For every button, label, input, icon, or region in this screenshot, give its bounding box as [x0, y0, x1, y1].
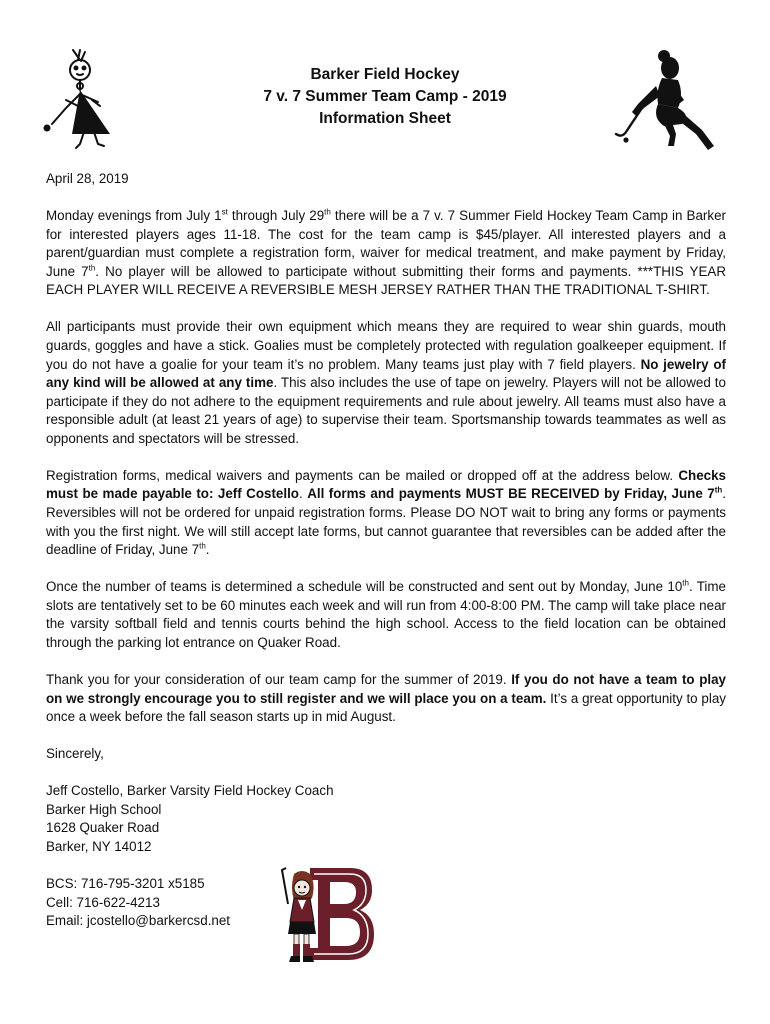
- paragraph-thanks: Thank you for your consideration of our team camp for the summer of 2019. If you do not have a team to play on we strongly encourage you to still register and we will place you on a team. It’s a great opportunity to play once a week before the fall season starts up in mid August.: [46, 672, 727, 725]
- closing: Sincerely,: [46, 746, 104, 762]
- paragraph-registration: Registration forms, medical waivers and payments can be mailed or dropped off at the address below. Checks must be made payable to: Jeff Costello. All forms and payments MUST BE RECEIVED by Friday, June 7th. Reversibles will not be ordered for unpaid registration forms. Please DO NOT wait to bring any forms or payments with you the first night. We will still accept late forms, but cannot guarantee that reversibles can be added after the deadline of Friday, June 7th.: [46, 467, 726, 558]
- signer-name: Jeff Costello, Barker Varsity Field Hockey Coach: [46, 783, 334, 799]
- barker-b-mascot-logo: [280, 860, 376, 970]
- paragraph-intro: Monday evenings from July 1st through July 29th there will be a 7 v. 7 Summer Field Hockey Team Camp in Barker for interested players ages 11-18. The cost for the team camp is $45/player. All interested players and a parent/guardian must complete a registration form, waiver for medical treatment, and make payment by Friday, June 7th. No player will be allowed to participate without submitting their forms and payments. ***THIS YEAR EACH PLAYER WILL RECEIVE A REVERSIBLE MESH JERSEY RATHER THAN THE TRADITIONAL T-SHIRT.: [46, 207, 726, 298]
- signer-school: Barker High School: [46, 801, 162, 817]
- paragraph-schedule: Once the number of teams is determined a schedule will be constructed and sent out by Monday, June 10th. Time slots are tentatively set to be 60 minutes each week and will run from 4:00-8:00 PM. The camp will take place near the varsity softball field and tennis courts behind the high school. Access to the field location can be obtained through the parking lot entrance on Quaker Road.: [46, 578, 726, 651]
- document-title: [0, 64, 770, 130]
- signer-cell-phone: Cell: 716-622-4213: [46, 894, 160, 910]
- signature-block: [46, 782, 726, 931]
- letter-date: April 28, 2019: [46, 171, 129, 186]
- signer-city: Barker, NY 14012: [46, 838, 152, 854]
- signer-bcs-phone: BCS: 716-795-3201 x5185: [46, 876, 205, 892]
- signer-street: 1628 Quaker Road: [46, 820, 160, 836]
- paragraph-equipment: All participants must provide their own equipment which means they are required to wear shin guards, mouth guards, goggles and have a stick. Goalies must be completely protected with regulation goalkeeper equipment. If you do not have a goalie for your team it’s no problem. Many teams just play with 7 field players. No jewelry of any kind will be allowed at any time. This also includes the use of tape on jewelry. Players will not be allowed to participate if they do not adhere to the equipment requirements and rule about jewelry. All teams must also have a responsible adult (at least 21 years of age) to supervise their team. Sportsmanship towards teammates as well as opponents and spectators will be stressed.: [46, 319, 726, 446]
- title-line-1: Barker Field Hockey: [310, 66, 460, 83]
- title-line-2: 7 v. 7 Summer Team Camp - 2019: [263, 88, 507, 105]
- title-line-3: Information Sheet: [319, 110, 451, 127]
- letter-body: [46, 170, 726, 931]
- signer-email: Email: jcostello@barkercsd.net: [46, 913, 231, 929]
